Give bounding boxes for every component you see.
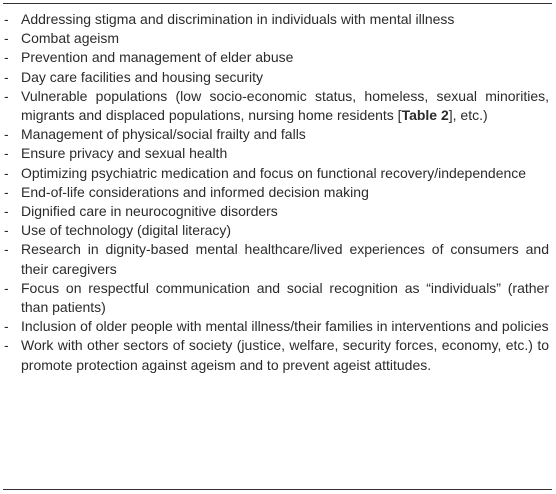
bullet-dash: - <box>4 318 9 335</box>
recommendations-list <box>3 10 549 375</box>
item-text: Addressing stigma and discrimination in individuals with mental illness <box>21 11 455 27</box>
table-2-reference-link[interactable]: Table 2 <box>401 107 449 124</box>
bullet-dash: - <box>4 49 9 66</box>
bullet-dash: - <box>4 337 9 354</box>
item-text: Day care facilities and housing security <box>21 68 264 85</box>
list-item <box>3 87 549 125</box>
item-text: Optimizing psychiatric medication and focus on functional recovery/independence <box>21 164 527 181</box>
list-item <box>3 48 549 67</box>
item-text: Ensure privacy and sexual health <box>21 145 228 162</box>
bullet-dash: - <box>4 30 9 47</box>
bullet-dash: - <box>4 241 9 258</box>
bullet-dash: - <box>4 145 9 162</box>
item-text: Focus on respectful communication and social recognition as “individuals” (rather than patients) <box>21 279 549 316</box>
list-item <box>3 202 549 221</box>
list-item <box>3 183 549 202</box>
bullet-dash: - <box>4 203 9 220</box>
list-item <box>3 29 549 48</box>
list-item <box>3 336 549 374</box>
list-item <box>3 144 549 163</box>
list-item <box>3 279 549 317</box>
list-item <box>3 164 549 183</box>
list-item <box>3 68 549 87</box>
bullet-dash: - <box>4 164 9 181</box>
bullet-dash: - <box>4 11 9 27</box>
bullet-dash: - <box>4 222 9 239</box>
bullet-dash: - <box>4 68 9 85</box>
bullet-dash: - <box>4 279 9 296</box>
item-text: Use of technology (digital literacy) <box>21 222 232 239</box>
list-item <box>3 317 549 336</box>
list-item <box>3 10 549 29</box>
item-text: Management of physical/social frailty and falls <box>21 126 306 143</box>
bullet-dash: - <box>4 87 9 104</box>
bullet-dash: - <box>4 183 9 200</box>
item-text: End-of-life considerations and informed decision making <box>21 183 369 200</box>
item-text: Inclusion of older people with mental illness/their families in interventions and policies <box>21 318 549 335</box>
item-text: Work with other sectors of society (justice, welfare, security forces, economy, etc.) to promote protection against ageism and to prevent ageist attitudes. <box>21 337 549 373</box>
item-text: Research in dignity-based mental healthcare/lived experiences of consumers and their caregivers <box>21 241 549 277</box>
item-text: Combat ageism <box>21 30 120 47</box>
list-item <box>3 240 549 278</box>
item-text: Dignified care in neurocognitive disorders <box>21 203 278 220</box>
item-text-before: Vulnerable populations (low socio-economic status, homeless, sexual minorities, migrants and displaced populations, nursing home residents [ <box>21 87 549 124</box>
item-text-after: ], etc.) <box>448 107 488 124</box>
bullet-dash: - <box>4 126 9 143</box>
list-item <box>3 221 549 240</box>
recommendations-table <box>3 3 552 490</box>
list-item <box>3 125 549 144</box>
item-text: Prevention and management of elder abuse <box>21 49 294 66</box>
